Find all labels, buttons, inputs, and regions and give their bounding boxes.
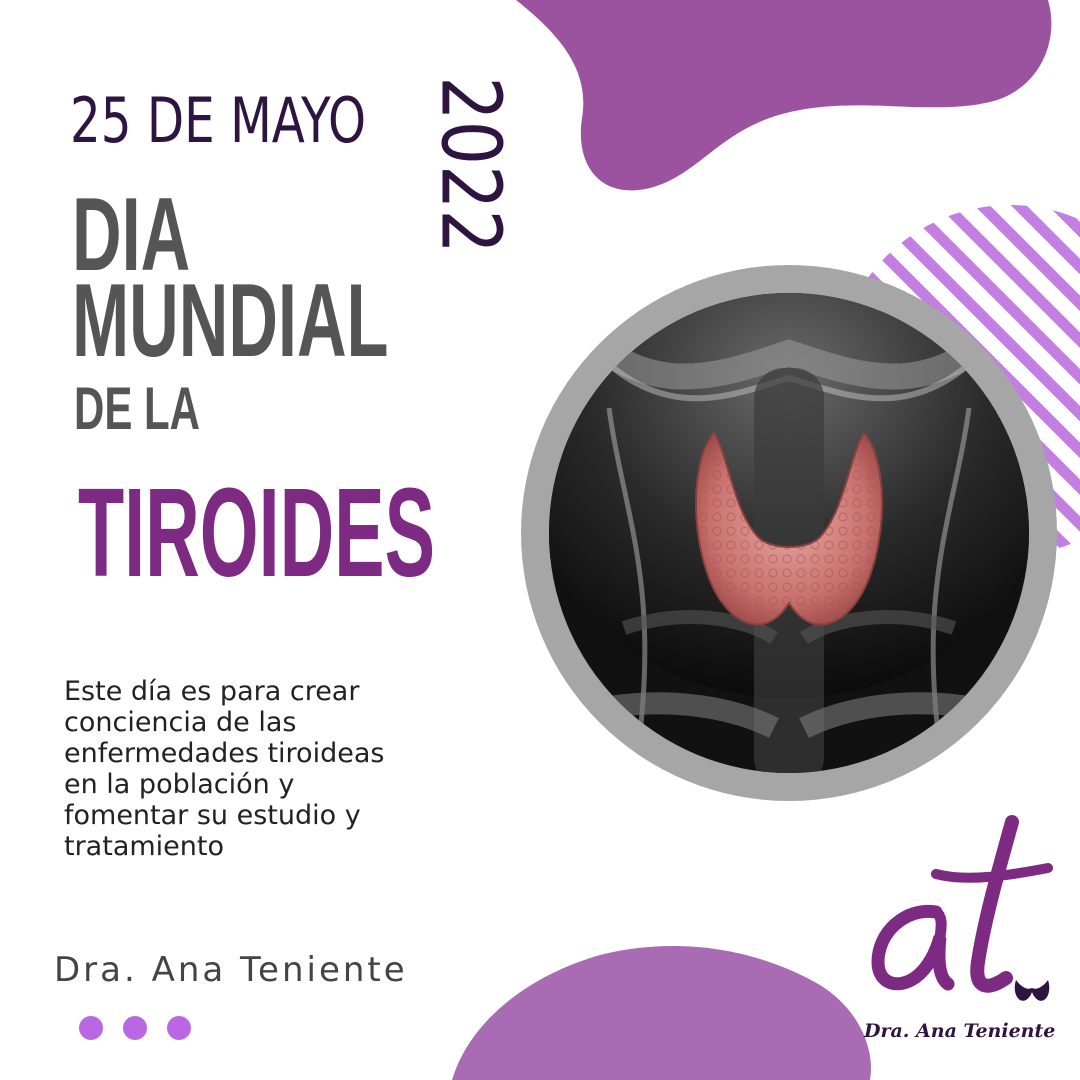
description-line: conciencia de las	[64, 707, 297, 738]
bottom-blob-path	[452, 946, 871, 1080]
logo-signature: Dra. Ana Teniente	[864, 1020, 1056, 1042]
description-line: en la población y	[64, 769, 295, 800]
ellipsis-dots-icon	[167, 1016, 191, 1040]
event-year	[420, 60, 520, 270]
description-line: enfermedades tiroideas	[64, 738, 385, 769]
author-signature: Dra. Ana Teniente	[54, 950, 408, 990]
event-year-text: 2022	[422, 76, 518, 254]
title-line-1: DIA	[72, 177, 191, 293]
title-line-4: TIROIDES	[78, 462, 436, 603]
event-date: 25 DE MAYO	[70, 84, 367, 157]
title-line-3: DE LA	[74, 375, 200, 442]
description-line: tratamiento	[64, 831, 224, 862]
description-line: fomentar su estudio y	[64, 800, 361, 831]
description-paragraph	[64, 676, 484, 862]
ellipsis-dots-icon	[123, 1016, 147, 1040]
at-monogram-logo	[866, 812, 1056, 1012]
description-line: Este día es para crear	[64, 676, 360, 707]
ellipsis-dots-icon	[79, 1016, 103, 1040]
title-line-2: MUNDIAL	[72, 263, 389, 379]
